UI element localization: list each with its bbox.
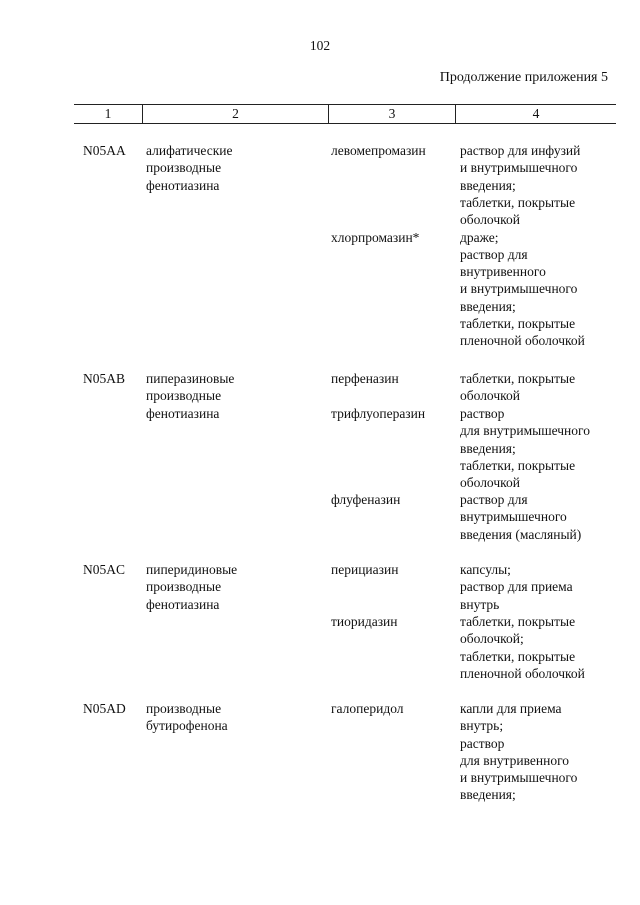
- form-line: таблетки, покрытые: [460, 371, 576, 386]
- atc-code: N05AC: [83, 562, 126, 577]
- form-line: раствор для: [460, 492, 528, 507]
- column-header-1: 1: [104, 106, 112, 121]
- description-line: фенотиазина: [146, 177, 220, 193]
- column-header-row: [74, 104, 616, 124]
- group-description: [146, 370, 234, 422]
- drug-name: перициазин: [331, 562, 399, 577]
- form-line: внутрь: [460, 596, 500, 612]
- drug-name: хлорпромазин*: [331, 229, 420, 245]
- form-line: таблетки, покрытые: [460, 614, 576, 629]
- form-line: введения;: [460, 298, 516, 314]
- form-line: введения;: [460, 440, 516, 456]
- atc-code: N05AA: [83, 143, 126, 158]
- column-header-2: 2: [232, 106, 239, 121]
- form-line: оболочкой: [460, 475, 520, 491]
- form-line: раствор: [460, 406, 505, 421]
- drug-name: левомепромазин: [331, 143, 426, 158]
- dosage-forms: [460, 229, 585, 350]
- form-line: и внутримышечного: [460, 160, 578, 176]
- description-line: пиперидиновые: [146, 562, 238, 577]
- dosage-forms: [460, 561, 573, 613]
- form-line: внутримышечного: [460, 509, 567, 525]
- drug-name: тиоридазин: [331, 614, 398, 629]
- form-line: раствор: [460, 735, 505, 751]
- dosage-forms: [460, 613, 585, 682]
- drug-name: перфеназин: [331, 371, 399, 386]
- drug-name: флуфеназин: [331, 492, 401, 507]
- form-line: капли для приема: [460, 701, 562, 716]
- form-line: пленочной оболочкой: [460, 665, 585, 681]
- dosage-forms: [460, 405, 590, 491]
- form-line: раствор для: [460, 246, 528, 262]
- description-line: фенотиазина: [146, 596, 220, 612]
- atc-code: N05AB: [83, 371, 126, 386]
- group-description: [146, 700, 228, 735]
- dosage-forms: [460, 700, 577, 804]
- form-line: таблетки, покрытые: [460, 457, 576, 473]
- form-line: раствор для инфузий: [460, 143, 581, 158]
- group-description: [146, 142, 232, 194]
- dosage-forms: [460, 142, 580, 228]
- form-line: для внутримышечного: [460, 423, 590, 439]
- form-line: для внутривенного: [460, 752, 570, 768]
- drug-name: галоперидол: [331, 701, 404, 716]
- form-line: внутривенного: [460, 264, 546, 280]
- page-number: 102: [309, 38, 331, 53]
- form-line: введения;: [460, 787, 516, 803]
- form-line: и внутримышечного: [460, 281, 578, 297]
- description-line: бутирофенона: [146, 718, 228, 734]
- form-line: введения (масляный): [460, 526, 582, 542]
- form-line: оболочкой;: [460, 631, 524, 647]
- form-line: таблетки, покрытые: [460, 315, 576, 331]
- form-line: капсулы;: [460, 562, 511, 577]
- description-line: фенотиазина: [146, 405, 220, 421]
- atc-code: N05AD: [83, 701, 126, 716]
- form-line: введения;: [460, 177, 516, 193]
- column-header-3: 3: [388, 106, 396, 121]
- form-line: и внутримышечного: [460, 770, 578, 786]
- column-header-4: 4: [532, 106, 540, 121]
- form-line: раствор для приема: [460, 579, 573, 595]
- description-line: производные: [146, 388, 222, 404]
- description-line: производные: [146, 160, 222, 176]
- description-line: алифатические: [146, 143, 233, 158]
- group-description: [146, 561, 237, 613]
- form-line: оболочкой: [460, 388, 520, 404]
- form-line: таблетки, покрытые: [460, 194, 576, 210]
- dosage-forms: [460, 491, 581, 543]
- description-line: производные: [146, 701, 222, 716]
- form-line: драже;: [460, 229, 499, 245]
- description-line: пиперазиновые: [146, 371, 235, 386]
- dosage-forms: [460, 370, 575, 405]
- form-line: пленочной оболочкой: [460, 333, 585, 349]
- description-line: производные: [146, 579, 222, 595]
- drug-name: трифлуоперазин: [331, 406, 426, 421]
- form-line: таблетки, покрытые: [460, 648, 576, 664]
- form-line: внутрь;: [460, 718, 504, 734]
- appendix-title: Продолжение приложения 5: [439, 70, 608, 85]
- form-line: оболочкой: [460, 212, 520, 228]
